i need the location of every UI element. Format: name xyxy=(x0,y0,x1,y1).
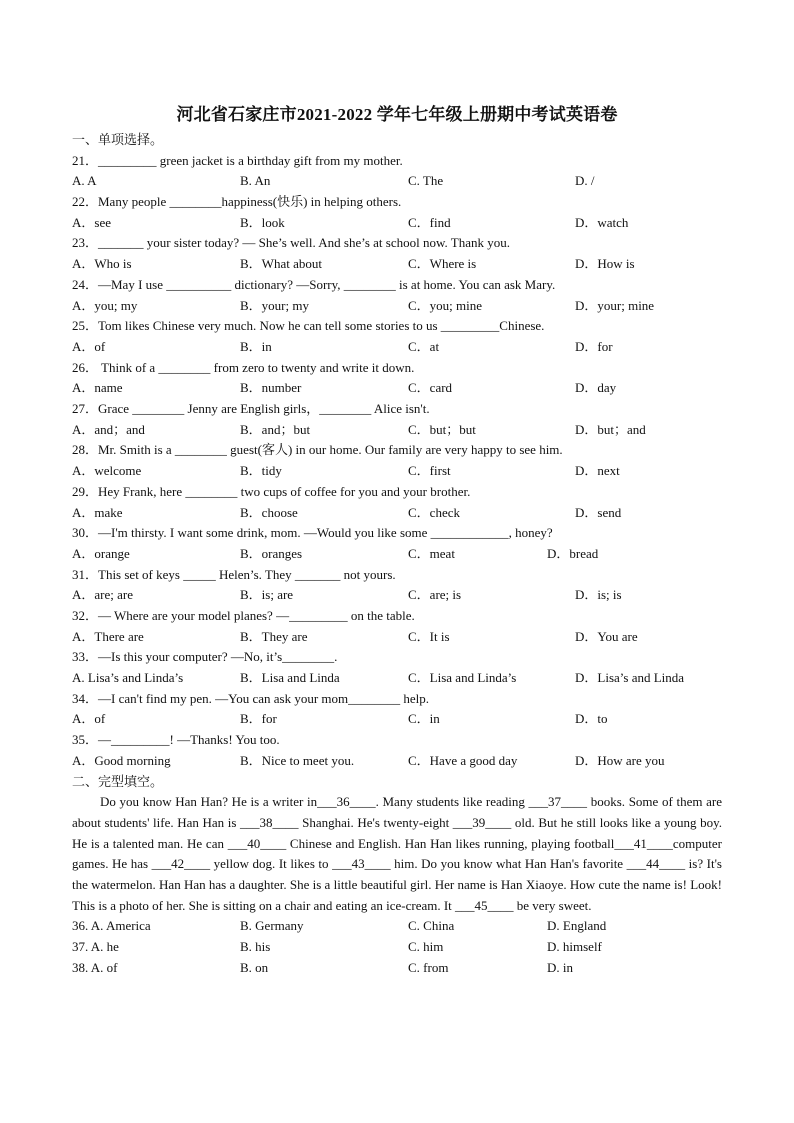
option-a: A．welcome xyxy=(72,463,142,479)
option-b: B．is; are xyxy=(240,587,294,603)
question-stem: 33．—Is this your computer? —No, it’s________. xyxy=(72,649,338,665)
option-d: D．is; is xyxy=(575,587,622,603)
option-b: B．tidy xyxy=(240,463,282,479)
cloze-passage: Do you know Han Han? He is a writer in___36____. Many students like reading ___37____ books. Some of them are about students' life. Han Han is ___38____ Shanghai. He's twenty-eight ___39____ old. But he still looks like a young boy. He is a talented man. He can ___40____ Chinese and English. Han Han likes running, playing football___41____computer games. He has ___42____ yellow dog. It likes to ___43____ him. Do you know what Han Han's favorite ___44____ is? It's the watermelon. Han Han has a daughter. She is a little beautiful girl. Her name is Han Xiaoye. How cute the name is! Look! This is a photo of her. She is sitting on a chair and eating an ice-cream. It ___45____ be very sweet. xyxy=(72,794,722,913)
option-b: B．for xyxy=(240,711,277,727)
option-d: D．day xyxy=(575,380,617,396)
option-d: D．send xyxy=(575,504,622,520)
option-row xyxy=(72,503,722,524)
question-stem: 32．— Where are your model planes? —_________ on the table. xyxy=(72,608,415,623)
question-stem: 29．Hey Frank, here ________ two cups of coffee for you and your brother. xyxy=(72,483,471,499)
cloze-option-b: B. Germany xyxy=(240,918,304,934)
option-row xyxy=(72,627,722,648)
option-row xyxy=(72,254,722,275)
page-title: 河北省石家庄市2021-2022 学年七年级上册期中考试英语卷 xyxy=(176,105,618,124)
option-b: B．choose xyxy=(240,504,298,520)
cloze-option-c: C. China xyxy=(408,918,455,934)
section-heading-1: 一、单项选择。 xyxy=(72,132,164,147)
option-c: C．are; is xyxy=(408,587,462,603)
option-a: A. A xyxy=(72,173,97,189)
option-c: C．Have a good day xyxy=(408,752,518,768)
question-stem: 22．Many people ________happiness(快乐) in helping others. xyxy=(72,194,402,210)
option-d: D．watch xyxy=(575,214,629,230)
option-c: C．at xyxy=(408,338,440,354)
option-b: B．Nice to meet you. xyxy=(240,752,355,768)
option-b: B．and；but xyxy=(240,421,311,437)
option-row xyxy=(72,296,722,317)
option-row xyxy=(72,213,722,234)
option-d: D．Lisa’s and Linda xyxy=(575,670,685,686)
cloze-option-row xyxy=(72,937,722,958)
option-d: D．How is xyxy=(575,256,635,272)
option-row xyxy=(72,751,722,772)
option-c: C．you; mine xyxy=(408,297,483,313)
option-a: A. Lisa’s and Linda’s xyxy=(72,670,184,686)
option-row xyxy=(72,668,722,689)
option-b: B．look xyxy=(240,214,285,230)
option-b: B. An xyxy=(240,173,271,189)
question-stem: 26． Think of a ________ from zero to twenty and write it down. xyxy=(72,359,415,375)
option-a: A．of xyxy=(72,338,106,354)
question-stem: 31．This set of keys _____ Helen’s. They _______ not yours. xyxy=(72,566,396,582)
option-d: D．You are xyxy=(575,628,638,644)
cloze-option-a: 37. A. he xyxy=(72,939,119,955)
option-c: C．in xyxy=(408,711,440,727)
option-c: C．card xyxy=(408,380,453,396)
option-a: A．make xyxy=(72,504,123,520)
cloze-option-row xyxy=(72,958,722,979)
option-a: A．Good morning xyxy=(72,752,171,768)
cloze-option-b: B. his xyxy=(240,939,271,955)
question-stem: 30．—I'm thirsty. I want some drink, mom. —Would you like some ____________, honey? xyxy=(72,525,553,541)
option-a: A．see xyxy=(72,214,111,230)
option-a: A．are; are xyxy=(72,587,133,603)
cloze-option-c: C. him xyxy=(408,939,444,955)
cloze-option-a: 36. A. America xyxy=(72,918,151,934)
option-b: B．number xyxy=(240,380,302,396)
question-stem: 27．Grace ________ Jenny are English girls，________ Alice isn't. xyxy=(72,401,430,417)
option-d: D．bread xyxy=(547,545,599,561)
option-row xyxy=(72,420,722,441)
question-stem: 23．_______ your sister today? — She’s well. And she’s at school now. Thank you. xyxy=(72,235,510,251)
option-b: B．They are xyxy=(240,628,308,644)
option-row xyxy=(72,461,722,482)
option-d: D．next xyxy=(575,463,620,479)
option-a: A．Who is xyxy=(72,256,132,272)
option-a: A．and；and xyxy=(72,421,145,437)
option-a: A．name xyxy=(72,380,123,396)
option-c: C．Lisa and Linda’s xyxy=(408,670,517,686)
option-b: B．your; my xyxy=(240,297,309,313)
option-c: C．It is xyxy=(408,628,450,644)
exam-page xyxy=(72,100,722,979)
option-c: C．check xyxy=(408,504,460,520)
option-a: A．There are xyxy=(72,628,144,644)
option-row xyxy=(72,544,722,565)
question-stem: 25．Tom likes Chinese very much. Now he can tell some stories to us _________Chinese. xyxy=(72,318,545,334)
option-row xyxy=(72,378,722,399)
cloze-option-row xyxy=(72,916,722,937)
cloze-option-d: D. in xyxy=(547,959,573,975)
option-a: A．orange xyxy=(72,545,130,561)
option-a: A．of xyxy=(72,711,106,727)
option-row xyxy=(72,171,722,192)
question-stem: 34．—I can't find my pen. —You can ask your mom________ help. xyxy=(72,690,430,706)
section-heading-2: 二、完型填空。 xyxy=(72,773,164,789)
option-b: B．Lisa and Linda xyxy=(240,670,340,686)
cloze-option-c: C. from xyxy=(408,959,449,975)
cloze-options xyxy=(72,916,722,978)
option-row xyxy=(72,585,722,606)
cloze-option-d: D. himself xyxy=(547,939,602,955)
option-c: C．Where is xyxy=(408,256,477,272)
option-a: A．you; my xyxy=(72,297,138,313)
option-c: C．meat xyxy=(408,545,455,561)
option-row xyxy=(72,709,722,730)
question-stem: 21．_________ green jacket is a birthday gift from my mother. xyxy=(72,152,403,168)
question-stem: 35．—_________! —Thanks! You too. xyxy=(72,732,280,748)
question-stem: 28．Mr. Smith is a ________ guest(客人) in our home. Our family are very happy to see him. xyxy=(72,442,563,458)
option-b: B．oranges xyxy=(240,545,303,561)
cloze-option-b: B. on xyxy=(240,959,269,975)
option-c: C．find xyxy=(408,214,451,230)
option-c: C．first xyxy=(408,463,451,479)
question-stem: 24．—May I use __________ dictionary? —Sorry, ________ is at home. You can ask Mary. xyxy=(72,276,556,292)
option-row xyxy=(72,337,722,358)
option-d: D．for xyxy=(575,338,613,354)
option-d: D．How are you xyxy=(575,752,665,768)
option-b: B．What about xyxy=(240,256,322,272)
option-c: C．but；but xyxy=(408,421,476,437)
option-d: D. / xyxy=(575,173,595,189)
option-c: C. The xyxy=(408,173,444,189)
cloze-option-a: 38. A. of xyxy=(72,959,118,975)
option-d: D．but；and xyxy=(575,421,646,437)
option-d: D．your; mine xyxy=(575,297,655,313)
cloze-option-d: D. England xyxy=(547,918,607,934)
option-b: B．in xyxy=(240,338,272,354)
question-list xyxy=(72,151,722,772)
option-d: D．to xyxy=(575,711,608,727)
